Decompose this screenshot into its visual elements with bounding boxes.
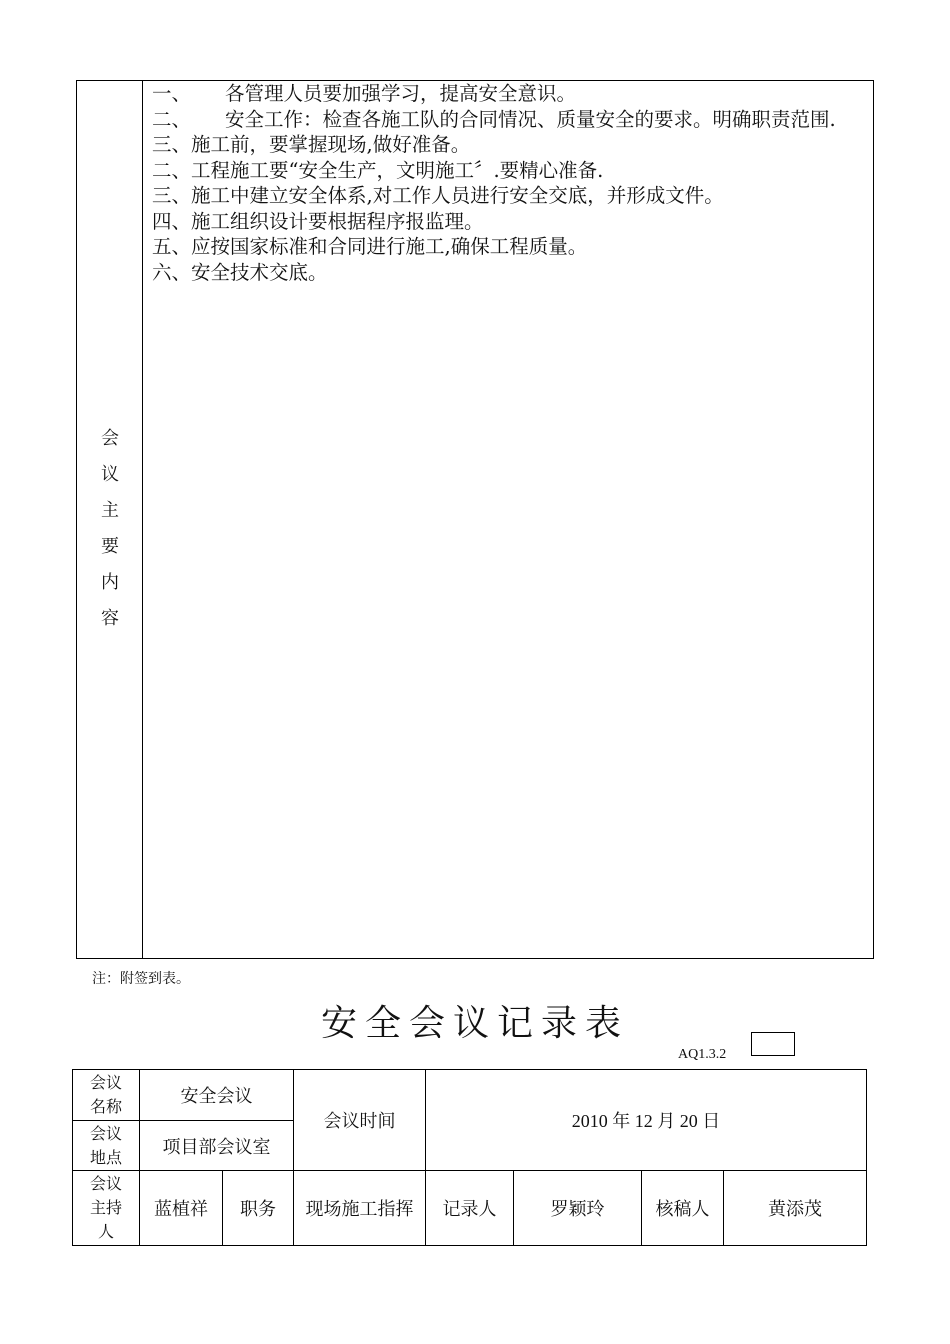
content-item: 六、安全技术交底。 [152, 260, 328, 284]
content-item: 五、应按国家标准和合同进行施工,确保工程质量。 [152, 235, 588, 258]
position-label: 职务 [240, 1199, 276, 1220]
content-label-char: 主 [101, 500, 119, 521]
content-label [77, 421, 143, 637]
meeting-host-label: 会议 主持 人 [89, 1174, 122, 1241]
content-label-column [77, 81, 143, 958]
meeting-name-label: 会议 名称 [89, 1073, 122, 1116]
recorder-label: 记录人 [442, 1199, 497, 1220]
meeting-content-table [76, 80, 874, 959]
meeting-time-value: 2010 年 12 月 20 日 [571, 1111, 721, 1131]
content-label-char: 内 [101, 572, 119, 593]
content-items [152, 81, 865, 285]
content-item: 二、工程施工要“安全生产，文明施工〞.要精心准备. [152, 158, 604, 182]
content-label-char: 容 [101, 608, 119, 629]
position-value: 现场施工指挥 [305, 1199, 414, 1220]
form-title: 安全会议记录表 [320, 1003, 629, 1044]
recorder-value: 罗颖玲 [550, 1199, 605, 1220]
meeting-location-label: 会议 地点 [89, 1123, 122, 1167]
content-label-char: 要 [101, 536, 119, 557]
content-item: 三、施工中建立安全体系,对工作人员进行安全交底，并形成文件。 [152, 184, 724, 207]
reviewer-value: 黄添茂 [768, 1199, 822, 1220]
reviewer-label: 核稿人 [655, 1199, 710, 1220]
content-item: 四、施工组织设计要根据程序报监理。 [152, 209, 484, 233]
meeting-info-table [72, 1069, 867, 1246]
content-item: 二、 安全工作：检查各施工队的合同情况、质量安全的要求。明确职责范围. [152, 107, 836, 131]
content-label-char: 会 [101, 428, 119, 449]
meeting-time-label: 会议时间 [323, 1111, 396, 1132]
content-item: 一、 各管理人员要加强学习，提高安全意识。 [152, 82, 577, 105]
form-code: AQ1.3.2 [678, 1047, 727, 1062]
footnote: 注：附签到表。 [92, 971, 190, 987]
content-label-char: 议 [101, 464, 119, 485]
meeting-location-value: 项目部会议室 [162, 1136, 271, 1158]
meeting-host-value: 蓝植祥 [154, 1199, 208, 1220]
meeting-name-value: 安全会议 [180, 1086, 253, 1107]
content-item: 三、施工前，要掌握现场,做好准备。 [152, 133, 471, 156]
form-code-box [751, 1032, 795, 1056]
